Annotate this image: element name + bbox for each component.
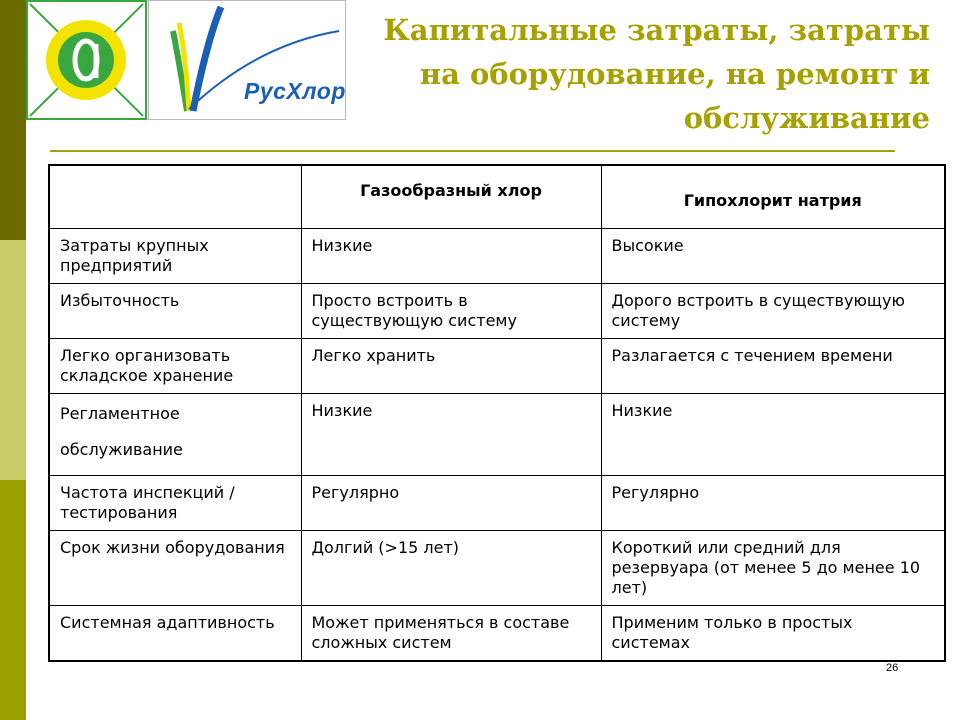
hypochlorite-cell: Регулярно — [601, 476, 945, 531]
gas-cell: Регулярно — [301, 476, 601, 531]
header-empty — [49, 165, 301, 229]
left-strip-mid — [0, 480, 26, 720]
gas-cell: Просто встроить в существующую систему — [301, 284, 601, 339]
hypochlorite-cell: Короткий или средний для резервуара (от менее 5 до менее 10 лет) — [601, 531, 945, 606]
comparison-table — [48, 164, 946, 662]
emblem-logo — [26, 0, 147, 120]
gas-cell: Легко хранить — [301, 339, 601, 394]
hypochlorite-cell: Высокие — [601, 229, 945, 284]
table-row — [49, 531, 945, 606]
row-label: Легко организовать складское хранение — [49, 339, 301, 394]
hypochlorite-cell: Разлагается с течением времени — [601, 339, 945, 394]
page-number: 26 — [886, 662, 899, 674]
table-row — [49, 394, 945, 476]
emblem-icon — [28, 2, 145, 118]
brand-text: РусХлор — [244, 78, 346, 104]
table-row — [49, 339, 945, 394]
row-label: Частота инспекций / тестирования — [49, 476, 301, 531]
row-label: Системная адаптивность — [49, 606, 301, 662]
hypochlorite-cell: Применим только в простых системах — [601, 606, 945, 662]
header-gas-chlorine: Газообразный хлор — [301, 165, 601, 229]
row-label: Затраты крупных предприятий — [49, 229, 301, 284]
left-strip-light — [0, 240, 26, 480]
gas-cell: Низкие — [301, 229, 601, 284]
table-row — [49, 476, 945, 531]
table-row — [49, 284, 945, 339]
gas-cell: Низкие — [301, 394, 601, 476]
row-label: Регламентное обслуживание — [49, 394, 301, 476]
comparison-table-container — [48, 164, 946, 662]
gas-cell: Может применяться в составе сложных систем — [301, 606, 601, 662]
row-label: Избыточность — [49, 284, 301, 339]
left-strip-dark — [0, 0, 26, 240]
hypochlorite-cell: Дорого встроить в существующую систему — [601, 284, 945, 339]
page-title: Капитальные затраты, затраты на оборудование, на ремонт и обслуживание — [383, 13, 930, 135]
row-label: Срок жизни оборудования — [49, 531, 301, 606]
title-divider — [50, 150, 895, 152]
header-sodium-hypochlorite: Гипохлорит натрия — [601, 165, 945, 229]
gas-cell: Долгий (>15 лет) — [301, 531, 601, 606]
table-header-row — [49, 165, 945, 229]
table-row — [49, 229, 945, 284]
table-row — [49, 606, 945, 662]
hypochlorite-cell: Низкие — [601, 394, 945, 476]
